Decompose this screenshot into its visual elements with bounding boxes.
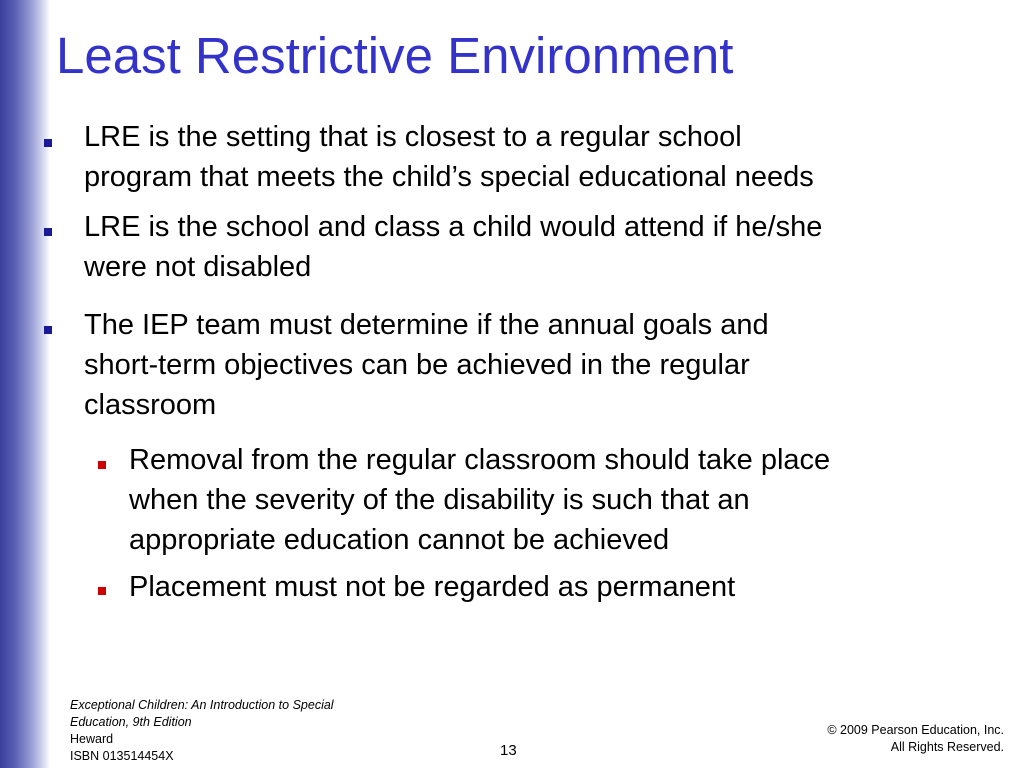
footer-book-edition-line: Education, 9th Edition xyxy=(70,715,192,729)
sub-bullet-item xyxy=(129,567,735,607)
copyright-line: © 2009 Pearson Education, Inc. xyxy=(827,723,1004,737)
footer-isbn: ISBN 013514454X xyxy=(70,749,174,763)
bullet-line: Placement must not be regarded as permanent xyxy=(129,571,736,603)
bullet-line: The IEP team must determine if the annual goals and xyxy=(84,309,769,341)
sub-bullet-square-icon xyxy=(98,461,106,469)
bullet-square-icon xyxy=(44,228,52,236)
bullet-item xyxy=(84,117,814,197)
bullet-line: were not disabled xyxy=(84,251,312,283)
bullet-square-icon xyxy=(44,326,52,334)
rights-line: All Rights Reserved. xyxy=(890,740,1004,754)
bullet-item xyxy=(84,207,822,287)
bullet-line: classroom xyxy=(84,389,217,421)
side-gradient-bar xyxy=(0,0,50,768)
bullet-line: appropriate education cannot be achieved xyxy=(129,524,670,556)
bullet-line: short-term objectives can be achieved in the regular xyxy=(84,349,750,381)
footer-book-title-line: Exceptional Children: An Introduction to Special xyxy=(70,698,334,712)
footer-author: Heward xyxy=(70,732,114,746)
bullet-line: LRE is the school and class a child would attend if he/she xyxy=(84,211,823,243)
bullet-square-icon xyxy=(44,139,52,147)
footer-copyright xyxy=(827,722,1004,756)
sub-bullet-item xyxy=(129,440,830,560)
footer-book-info xyxy=(70,697,334,765)
bullet-line: program that meets the child’s special educational needs xyxy=(84,161,814,193)
slide-title: Least Restrictive Environment xyxy=(56,27,734,84)
bullet-line: LRE is the setting that is closest to a regular school xyxy=(84,121,742,153)
sub-bullet-square-icon xyxy=(98,587,106,595)
bullet-item xyxy=(84,305,769,425)
bullet-line: when the severity of the disability is such that an xyxy=(129,484,750,516)
bullet-line: Removal from the regular classroom should take place xyxy=(129,444,831,476)
page-number: 13 xyxy=(500,742,517,759)
